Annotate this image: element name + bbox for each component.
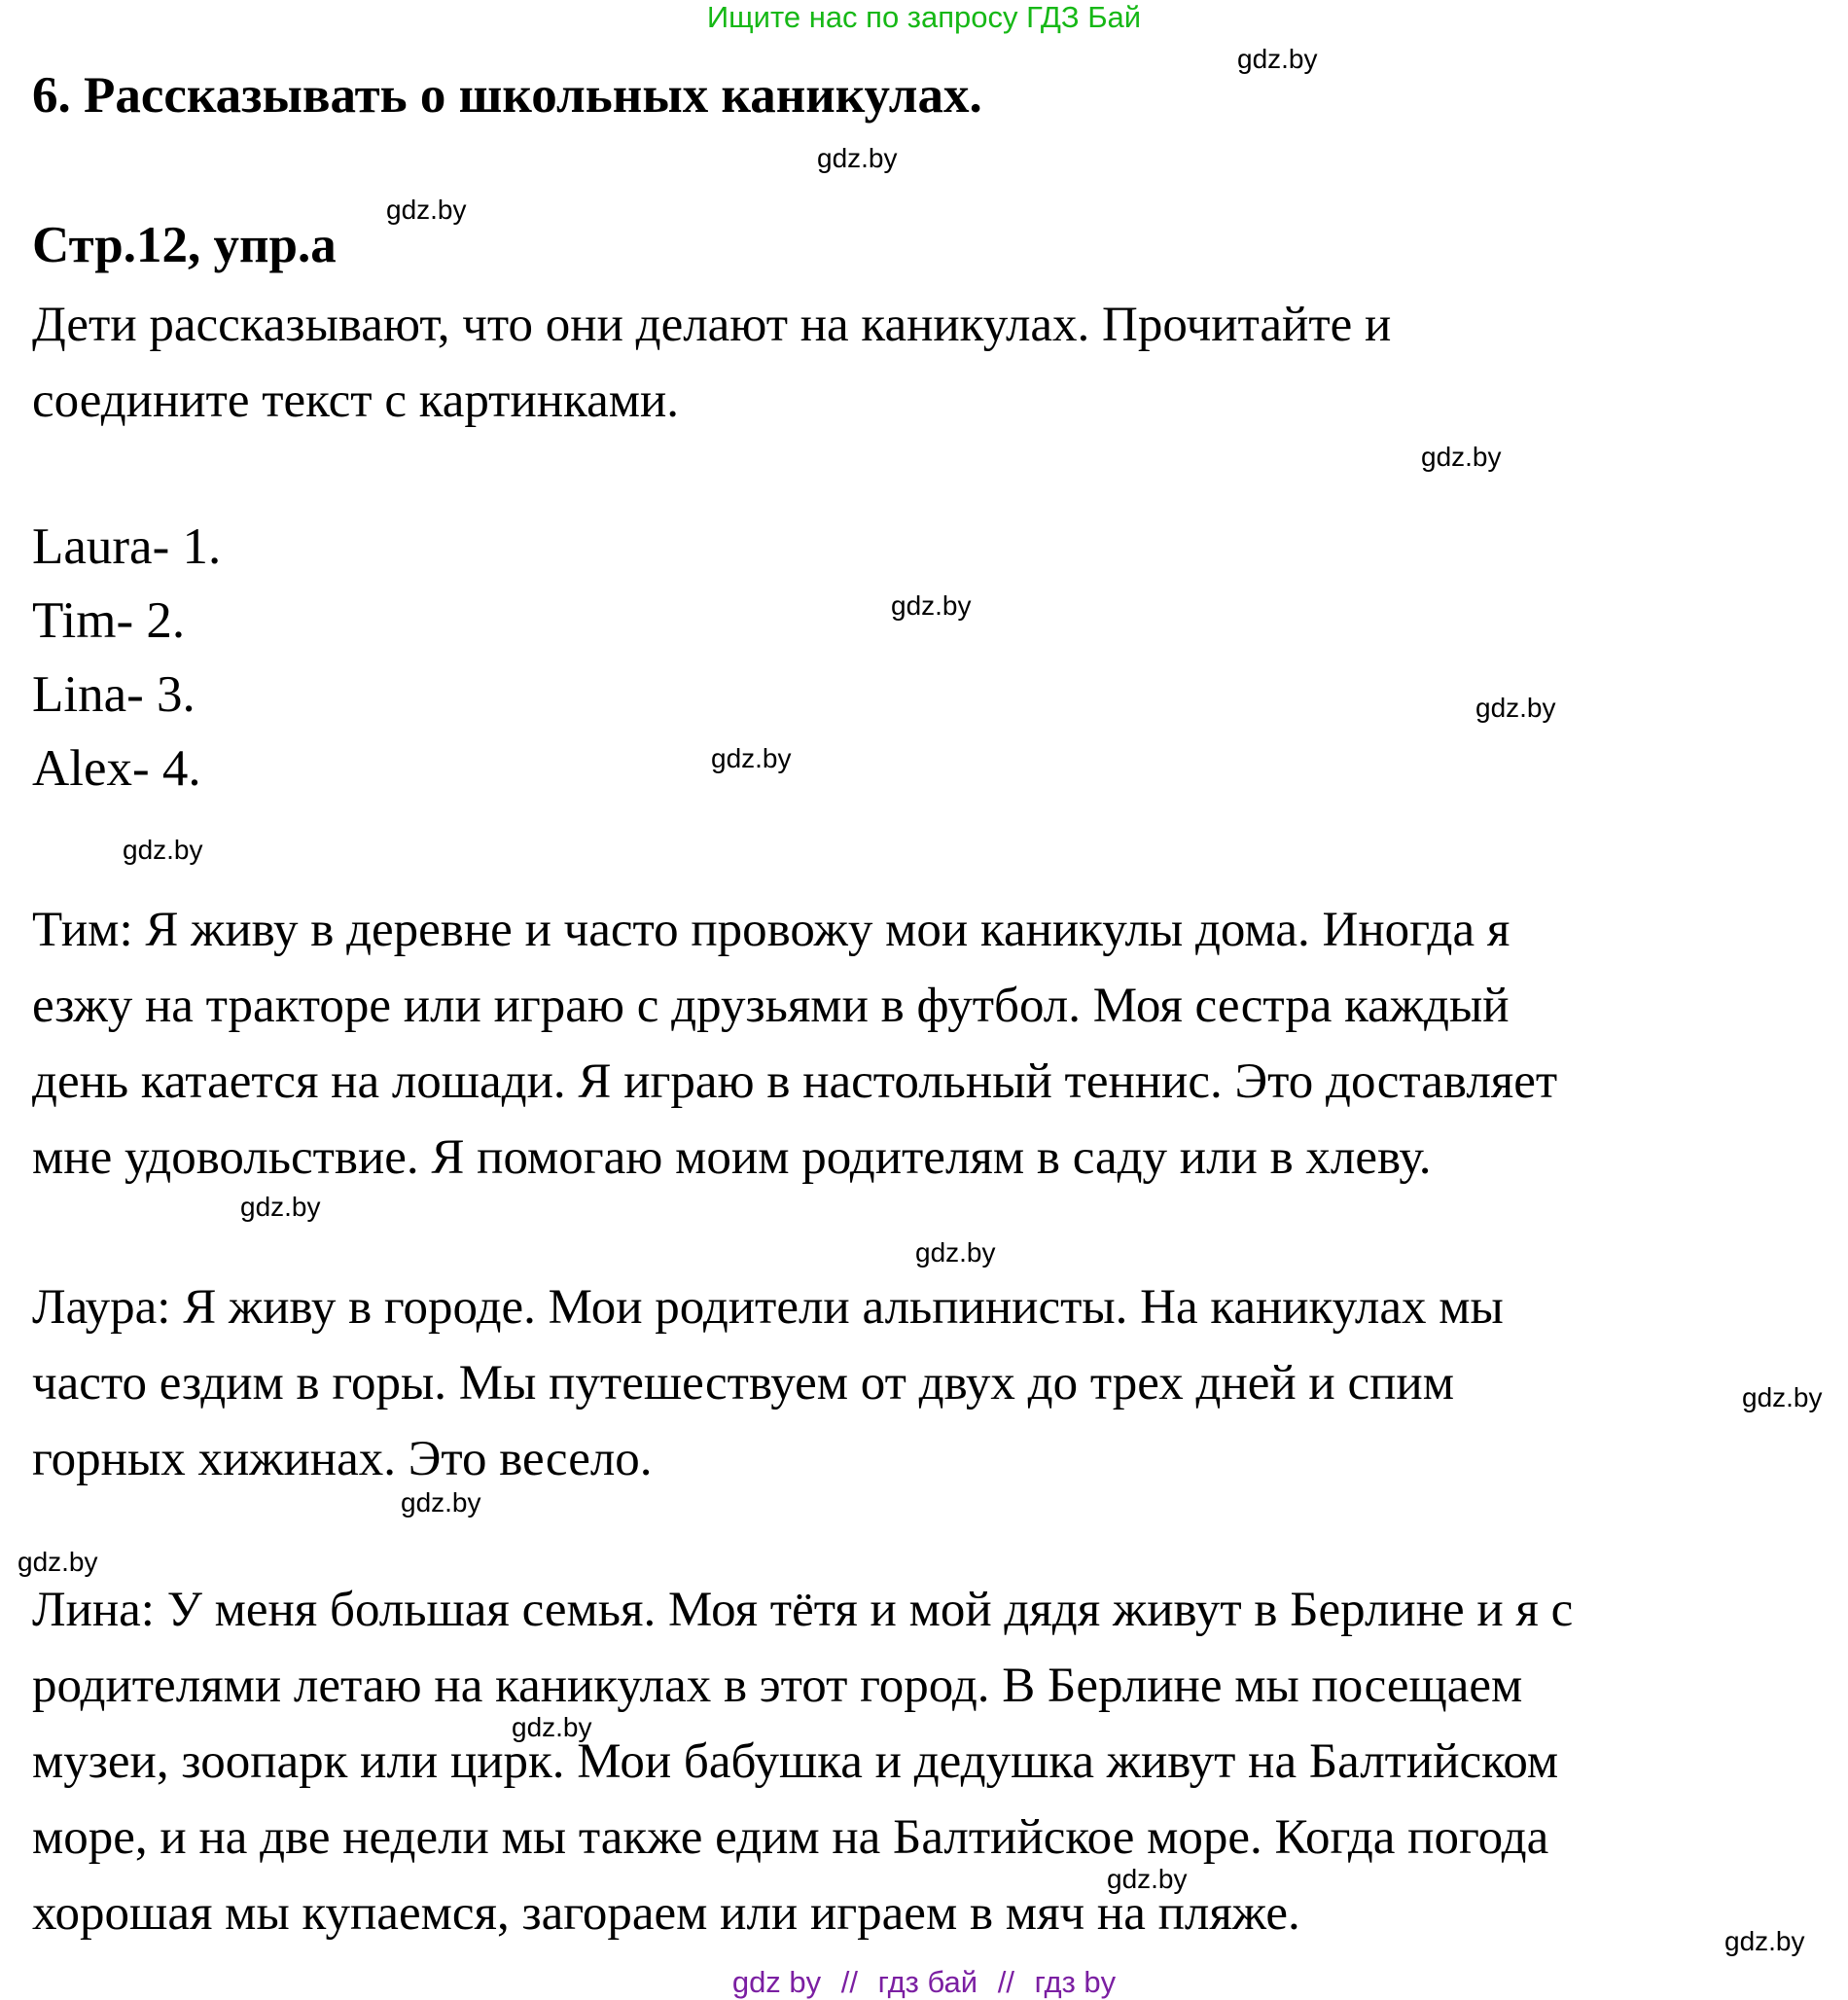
answer-tim: Tim- 2. [32,592,186,649]
answer-laura: Laura- 1. [32,518,222,575]
watermark: gdz.by [386,195,467,225]
watermark: gdz.by [891,590,972,621]
watermark: gdz.by [817,143,898,173]
tim-text-line: мне удовольствие. Я помогаю моим родителям в саду или в хлеву. [32,1130,1432,1185]
watermark: gdz.by [123,835,203,865]
tim-text-line: день катается на лошади. Я играю в настольный теннис. Это доставляет [32,1054,1558,1109]
watermark: gdz.by [1421,442,1502,472]
watermark: gdz.by [1107,1864,1188,1894]
lina-text-line: родителями летаю на каникулах в этот город. В Берлине мы посещаем [32,1659,1523,1713]
tim-text-line: езжу на тракторе или играю с друзьями в футбол. Моя сестра каждый [32,979,1510,1033]
exercise-title: Стр.12, упр.а [32,217,337,273]
footer-separator: // [997,1965,1014,1999]
footer-link-gdz-by-cyr[interactable]: гдз by [1034,1965,1117,1999]
watermark: gdz.by [512,1712,592,1742]
footer-link-gdz-bai[interactable]: гдз бай [877,1965,978,1999]
watermark: gdz.by [1742,1382,1823,1412]
watermark: gdz.by [401,1487,481,1518]
watermark: gdz.by [1724,1926,1805,1956]
footer-separator: // [840,1965,859,1999]
lina-text-line: Лина: У меня большая семья. Моя тётя и мой дядя живут в Берлине и я с [32,1583,1574,1637]
lina-text-line: музеи, зоопарк или цирк. Мои бабушка и дедушка живут на Балтийском [32,1734,1559,1789]
watermark: gdz.by [915,1237,996,1268]
instruction-line: Дети рассказывают, что они делают на каникулах. Прочитайте и [32,298,1392,352]
instruction-line: соедините текст с картинками. [32,374,680,428]
watermark: gdz.by [18,1547,98,1577]
top-banner: Ищите нас по запросу ГДЗ Бай [706,0,1142,34]
laura-text-line: Лаура: Я живу в городе. Мои родители альпинисты. На каникулах мы [32,1280,1504,1335]
tim-text-line: Тим: Я живу в деревне и часто провожу мои каникулы дома. Иногда я [32,903,1510,957]
footer-links [0,1965,1848,2000]
answer-alex: Alex- 4. [32,740,201,797]
answer-lina: Lina- 3. [32,666,195,723]
footer-link-gdz-by[interactable]: gdz by [731,1965,822,1999]
laura-text-line: часто ездим в горы. Мы путешествуем от двух до трех дней и спим [32,1356,1454,1411]
watermark: gdz.by [711,743,792,773]
lina-text-line: хорошая мы купаемся, загораем или играем в мяч на пляже. [32,1886,1300,1941]
lina-text-line: море, и на две недели мы также едим на Балтийское море. Когда погода [32,1810,1549,1865]
watermark: gdz.by [240,1192,321,1222]
watermark: gdz.by [1475,693,1556,723]
watermark: gdz.by [1237,44,1318,74]
section-title: 6. Рассказывать о школьных каникулах. [32,67,982,124]
laura-text-line: горных хижинах. Это весело. [32,1432,653,1486]
